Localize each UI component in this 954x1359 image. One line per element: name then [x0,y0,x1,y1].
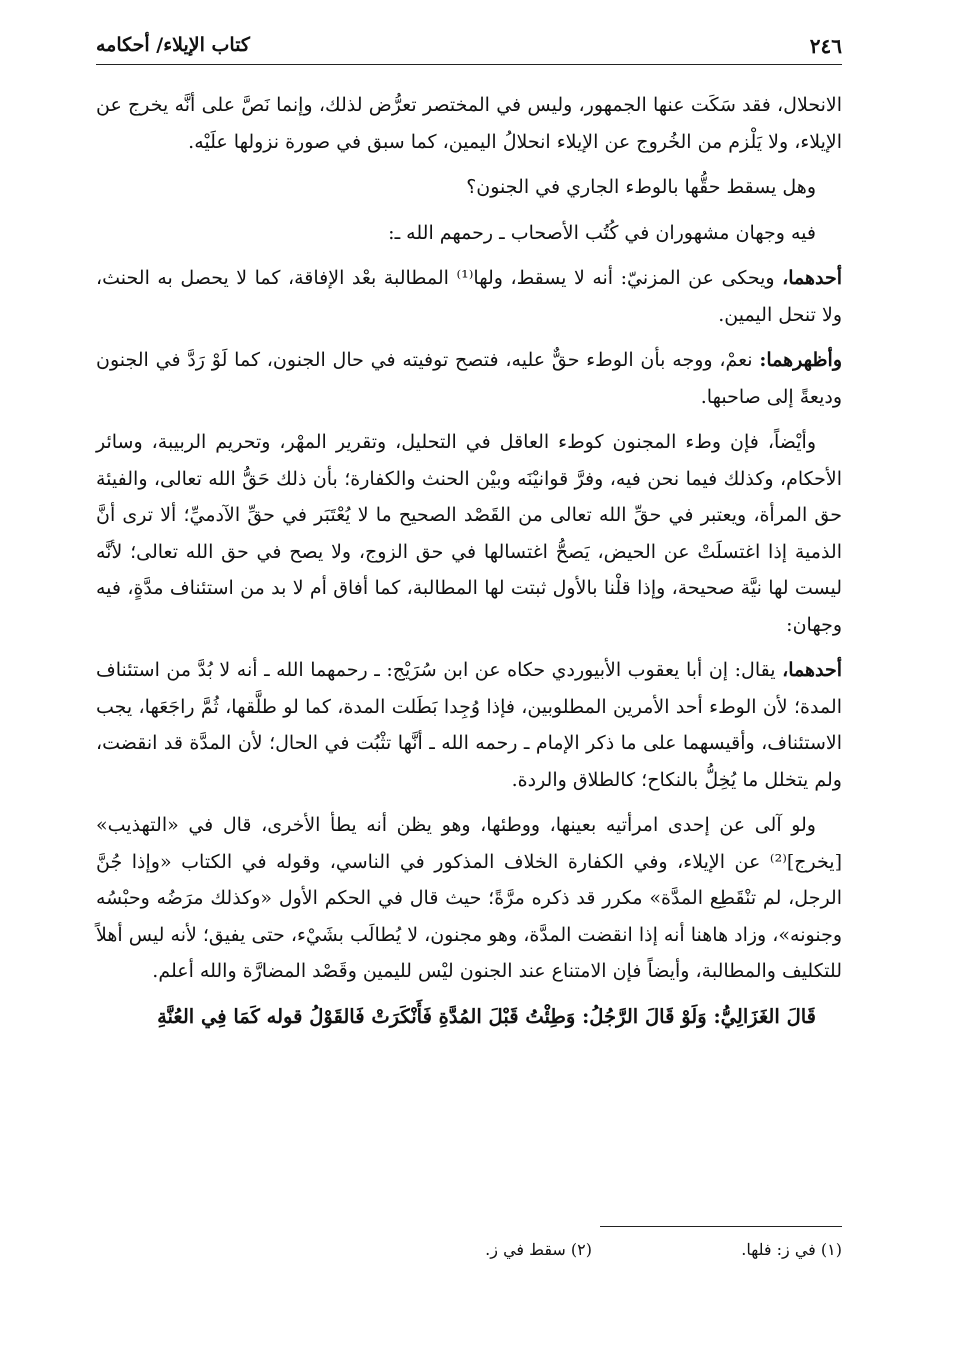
page-number: ٢٤٦ [809,34,842,58]
book-page [96,30,842,1330]
paragraph [96,215,842,252]
paragraph-text: ويحكى عن المزنيّ: أنه لا يسقط، ولها⁽¹⁾ المطالبة بعْد الإفاقة، كما لا يحصل به الحنث، ولا تنحل اليمين. [96,267,842,326]
paragraph-text: نعمْ، ووجه بأن الوطء حقٌّ عليه، فتصح توفيته في حال الجنون، كما لَوْ رَدَّ في الجنون وديعةً إلى صاحبها. [96,349,842,408]
paragraph [96,87,842,160]
paragraph-text: فيه وجهان مشهوران في كُتُب الأصحاب ـ رحمهم الله ـ: [388,221,816,244]
running-title: كتاب الإيلاء/ أحكامه [96,34,250,56]
paragraph-lead: أحدهما، [782,659,842,681]
paragraph-text: وأيْضاً، فإن وطء المجنون كوطء العاقل في التحليل، وتقرير المهْر، وتحريم الربيبة، وسائر الأحكام، وكذلك فيما نحن فيه، وفرَّ قوانيْنَه وبيْن الحنث والكفارة؛ بأن ذلك حَقُّ الله تعالى، والفيئة حق المرأة، ويعتبر في حقِّ الله تعالى من القَصْد الصحيح ما لا يُعْتَبَر في حقِّ الآدميِّ؛ ألا ترى أنَّ الذمية إذا اغتسلَتْ عن الحيض، يَصحُّ اغتسالها في حق الزوج، ولا يصح في حق الله تعالى؛ لأنَّه ليست لها نيَّة صحيحة، وإذا قلْنا بالأول ثبتت لها المطالبة، كما أفاق أم لا بد من استئناف مدَّةٍ، فيه وجهان: [96,431,842,636]
footnote-2: (٢) سقط في ز. [485,1240,592,1259]
footnote-separator [600,1226,842,1227]
paragraph [96,169,842,206]
paragraph-lead: وأظهرهما: [759,349,842,371]
paragraph [96,342,842,415]
ghazali-quote: قَالَ الغَزَالِيُّ: وَلَوْ قَالَ الرَّجُلُ: وَطِئْتُ قَبْلَ المُدَّةِ فَأَنْكَرَتْ فَالقَوْلُ قوله كَمَا فِي العُنَّةِ [157,1004,816,1028]
paragraph [96,652,842,798]
paragraph-text: وهل يسقط حقُّها بالوطء الجاري في الجنون؟ [466,176,816,198]
page-header [96,30,842,65]
paragraph-text: الانحلال، فقد سَكَت عنها الجمهور، وليس في المختصر تعرُّض لذلك، وإنما نَصَّ على أنَّه يخرج عن الإيلاء، ولا يَلْزم من الخُروج عن الإيلاء انحلالُ اليمين، كما سبق في صورة نزولها علَيْه. [96,94,842,153]
paragraph [96,260,842,333]
paragraph [96,424,842,643]
paragraph-text: يقال: إن أبا يعقوب الأبيوردي حكاه عن ابن سُرَيْج: ـ رحمهما الله ـ أنه لا بُدَّ من استئناف المدة؛ لأن الوطء أحد الأمرين المطلوبين، فإذا وُجِدا بَطَلت المدة، كما لو طلَّقها، ثُمَّ راجَعَها، يجب الاستئناف، وأقيسهما على ما ذكر الإمام ـ رحمه الله ـ أنَّها تثْبُت في الحال؛ لأن المدَّة قد انقضت، ولم يتخلل ما يُخِلُّ بالنكاح؛ كالطلاق والردة. [96,659,842,791]
paragraph [96,807,842,990]
paragraph-text: ولو آلى عن إحدى امرأتيه بعينها، ووطئها، وهو يظن أنه يطأ الأخرى، قال في «التهذيب» [يخرج]⁽²⁾ عن الإيلاء، وفي الكفارة الخلاف المذكور في الناسي، وقوله في الكتاب «وإذا جُنَّ الرجل، لم تنْقَطِع المدَّة» مكرر قد ذكره مرَّةً؛ حيث قال في الحكم الأول «وكذلك مرَضُه وحبْسُه وجنونه»، وزاد هاهنا أنه إذا انقضت المدَّة، وهو مجنون، لا يُطالَب بشَيْء، حتى يفيق؛ لأنه ليس أهلاً للتكليف والمطالبة، وأيضاً فإن الامتناع عند الجنون ليْس لليمين وقَصْد المضارَّة والله أعلم. [96,814,842,982]
paragraph-lead: أحدهما، [782,267,843,289]
footnote-1: (١) في ز: فلها. [741,1240,842,1259]
main-text [96,87,842,1035]
